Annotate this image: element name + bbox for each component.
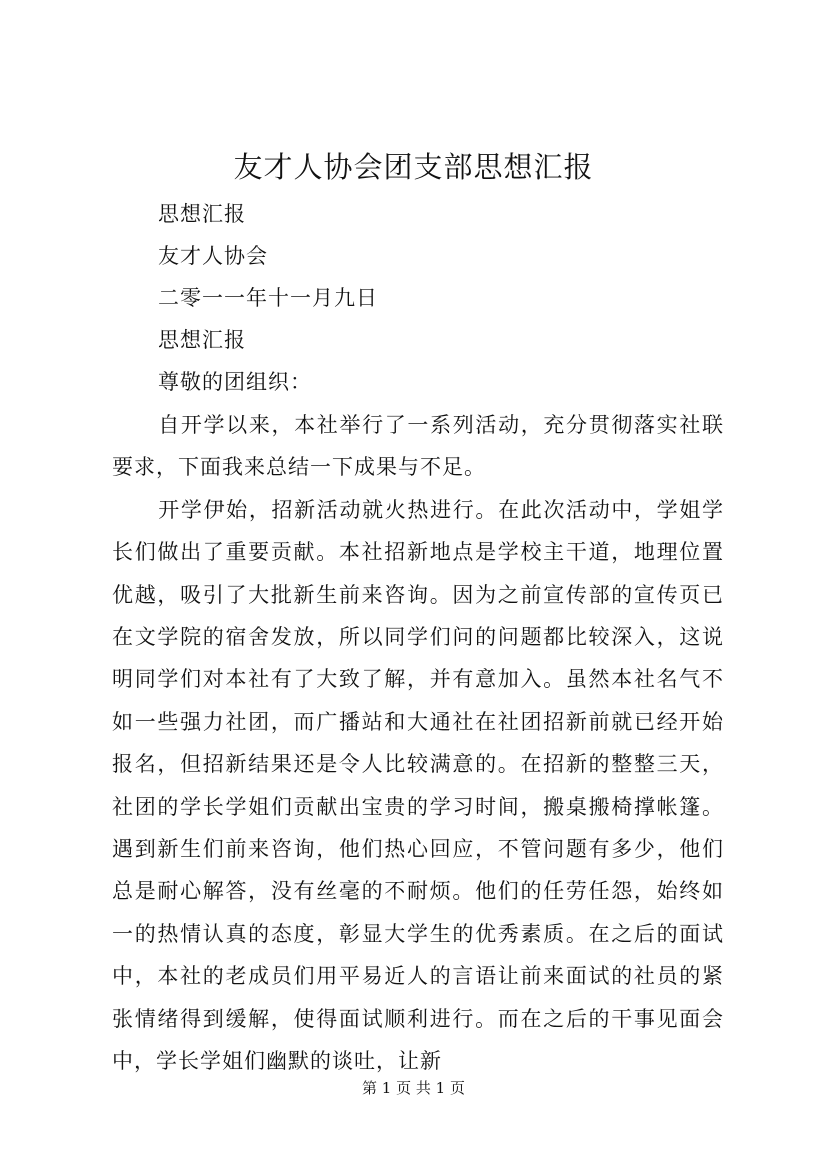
header-line-report-repeat: 思想汇报 bbox=[158, 328, 246, 352]
salutation: 尊敬的团组织： bbox=[158, 370, 312, 394]
header-line-organization: 友才人协会 bbox=[158, 244, 268, 268]
document-title: 友才人协会团支部思想汇报 bbox=[233, 150, 594, 184]
header-line-report: 思想汇报 bbox=[158, 202, 246, 226]
paragraph: 自开学以来，本社举行了一系列活动，充分贯彻落实社联要求，下面我来总结一下成果与不足。 bbox=[112, 413, 724, 480]
document-body bbox=[112, 404, 724, 1083]
page-footer: 第 1 页 共 1 页 bbox=[362, 1079, 465, 1097]
paragraph: 开学伊始，招新活动就火热进行。在此次活动中，学姐学长们做出了重要贡献。本社招新地点是学校主干道，地理位置优越，吸引了大批新生前来咨询。因为之前宣传部的宣传页已在文学院的宿舍发放，所以同学们问的问题都比较深入，这说明同学们对本社有了大致了解，并有意加入。虽然本社名气不如一些强力社团，而广播站和大通社在社团招新前就已经开始报名，但招新结果还是令人比较满意的。在招新的整整三天，社团的学长学姐们贡献出宝贵的学习时间，搬桌搬椅撑帐篷。遇到新生们前来咨询，他们热心回应，不管问题有多少，他们总是耐心解答，没有丝毫的不耐烦。他们的任劳任怨，始终如一的热情认真的态度，彰显大学生的优秀素质。在之后的面试中，本社的老成员们用平易近人的言语让前来面试的社员的紧张情绪得到缓解，使得面试顺利进行。而在之后的干事见面会中，学长学姐们幽默的谈吐，让新 bbox=[112, 497, 724, 1074]
header-line-date: 二零一一年十一月九日 bbox=[158, 286, 378, 310]
